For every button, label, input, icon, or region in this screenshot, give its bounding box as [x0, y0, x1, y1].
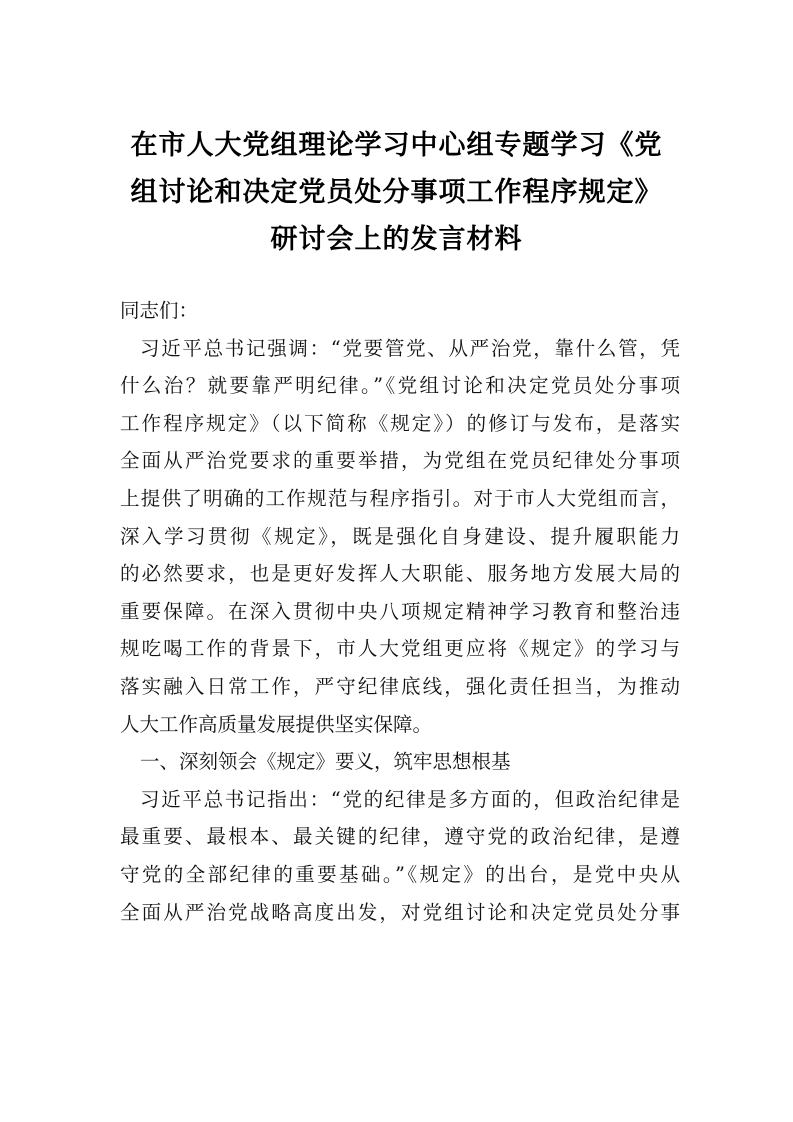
document-body	[120, 292, 680, 931]
paragraph-line: 习近平总书记指出：“党的纪律是多方面的，但政治纪律是	[140, 787, 680, 811]
section-heading-1: 一、深刻领会《规定》要义，筑牢思想根基	[140, 750, 511, 774]
paragraph-2	[120, 781, 680, 931]
paragraph-line: 什么治？就要靠严明纪律。”《党组讨论和决定党员处分事项	[120, 374, 680, 398]
paragraph-line: 的必然要求，也是更好发挥人大职能、服务地方发展大局的	[120, 562, 680, 586]
document-title	[100, 122, 693, 263]
title-line-2: 组讨论和决定党员处分事项工作程序规定》	[130, 177, 663, 208]
paragraph-line: 规吃喝工作的背景下，市人大党组更应将《规定》的学习与	[120, 637, 680, 661]
paragraph-line: 最重要、最根本、最关键的纪律，遵守党的政治纪律，是遵	[120, 825, 680, 849]
greeting: 同志们：	[120, 299, 199, 322]
paragraph-1	[120, 330, 680, 744]
paragraph-line: 深入学习贯彻《规定》，既是强化自身建设、提升履职能力	[120, 524, 680, 548]
paragraph-line: 工作程序规定》（以下简称《规定》）的修订与发布，是落实	[120, 411, 680, 435]
paragraph-line: 习近平总书记强调：“党要管党、从严治党，靠什么管，凭	[140, 336, 680, 360]
paragraph-line: 重要保障。在深入贯彻中央八项规定精神学习教育和整治违	[120, 599, 680, 623]
paragraph-line: 上提供了明确的工作规范与程序指引。对于市人大党组而言，	[120, 486, 680, 510]
paragraph-line: 守党的全部纪律的重要基础。”《规定》的出台，是党中央从	[120, 862, 680, 886]
paragraph-line: 全面从严治党要求的重要举措，为党组在党员纪律处分事项	[120, 449, 680, 473]
title-line-1: 在市人大党组理论学习中心组专题学习《党	[130, 130, 663, 161]
paragraph-line: 全面从严治党战略高度出发，对党组讨论和决定党员处分事	[120, 900, 680, 924]
paragraph-line: 落实融入日常工作，严守纪律底线，强化责任担当，为推动	[120, 674, 680, 698]
title-line-3: 研讨会上的发言材料	[270, 224, 523, 255]
paragraph-line: 人大工作高质量发展提供坚实保障。	[120, 712, 433, 736]
